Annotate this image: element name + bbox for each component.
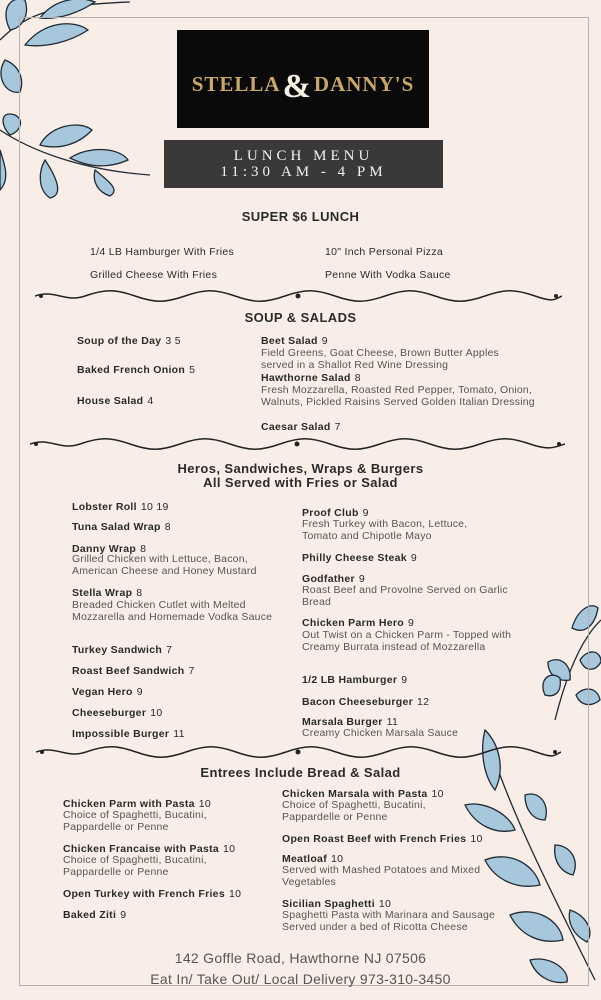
section-title-entrees: Entrees Include Bread & Salad xyxy=(200,765,401,780)
item-description: Served with Mashed Potatoes and Mixed Vegetables xyxy=(282,864,481,888)
menu-item: House Salad 4 xyxy=(77,395,154,407)
item-description: Field Greens, Goat Cheese, Brown Butter Apples served in a Shallot Red Wine Dressing xyxy=(261,347,499,371)
menu-item: Meatloaf 10 xyxy=(282,853,344,865)
menu-item: Vegan Hero 9 xyxy=(72,686,143,698)
item-description: Creamy Chicken Marsala Sauce xyxy=(302,727,459,739)
section-title-super: SUPER $6 LUNCH xyxy=(241,209,360,224)
menu-item: Philly Cheese Steak 9 xyxy=(302,552,418,564)
menu-item: Sicilian Spaghetti 10 xyxy=(282,898,392,910)
section-title-soup: SOUP & SALADS xyxy=(244,310,357,325)
menu-item: Cheeseburger 10 xyxy=(72,707,163,719)
logo-ampersand: & xyxy=(282,68,312,105)
divider-flourish xyxy=(36,745,561,759)
menu-item: Baked Ziti 9 xyxy=(63,909,127,921)
menu-item: 1/2 LB Hamburger 9 xyxy=(302,674,408,686)
item-description: Choice of Spaghetti, Bucatini, Pappardelle or Penne xyxy=(282,799,426,823)
menu-item: Chicken Parm Hero 9 xyxy=(302,617,415,629)
menu-item: Stella Wrap 8 xyxy=(72,587,143,599)
menu-item: Hawthorne Salad 8 xyxy=(261,372,361,384)
item-description: Spaghetti Pasta with Marinara and Sausage Served under a bed of Ricotta Cheese xyxy=(282,909,496,933)
menu-item: Chicken Marsala with Pasta 10 xyxy=(282,788,444,800)
footer-address: 142 Goffle Road, Hawthorne NJ 07506 xyxy=(174,950,427,966)
menu-item: Lobster Roll 10 19 xyxy=(72,501,169,513)
menu-item: Caesar Salad 7 xyxy=(261,421,341,433)
divider-flourish xyxy=(30,437,565,451)
menu-item: Danny Wrap 8 xyxy=(72,543,147,555)
item-description: Fresh Mozzarella, Roasted Red Pepper, Tomato, Onion, Walnuts, Pickled Raisins Served Golden Italian Dressing xyxy=(261,384,535,408)
logo-name-right: DANNY'S xyxy=(313,72,415,96)
item-description: Grilled Chicken with Lettuce, Bacon, American Cheese and Honey Mustard xyxy=(72,553,257,577)
item-description: Roast Beef and Provolne Served on Garlic Bread xyxy=(302,584,508,608)
super-item: Grilled Cheese With Fries xyxy=(90,269,218,281)
menu-item: Impossible Burger 11 xyxy=(72,728,185,740)
super-item: 10" Inch Personal Pizza xyxy=(325,246,444,258)
logo-name-left: STELLA xyxy=(191,72,281,96)
menu-item: Open Roast Beef with French Fries 10 xyxy=(282,833,483,845)
menu-item: Chicken Francaise with Pasta 10 xyxy=(63,843,236,855)
restaurant-logo xyxy=(177,30,429,128)
item-description: Choice of Spaghetti, Bucatini, Pappardelle or Penne xyxy=(63,809,207,833)
super-item: Penne With Vodka Sauce xyxy=(325,269,451,281)
menu-item: Beet Salad 9 xyxy=(261,335,328,347)
divider-flourish xyxy=(35,289,562,303)
menu-item: Open Turkey with French Fries 10 xyxy=(63,888,242,900)
menu-item: Chicken Parm with Pasta 10 xyxy=(63,798,212,810)
menu-item: Roast Beef Sandwich 7 xyxy=(72,665,195,677)
lunch-banner xyxy=(164,140,443,188)
section-subtitle-heros: All Served with Fries or Salad xyxy=(203,475,398,490)
menu-item: Bacon Cheeseburger 12 xyxy=(302,696,430,708)
menu-item: Proof Club 9 xyxy=(302,507,369,519)
item-description: Choice of Spaghetti, Bucatini, Pappardelle or Penne xyxy=(63,854,207,878)
menu-item: Marsala Burger 11 xyxy=(302,716,399,728)
super-item: 1/4 LB Hamburger With Fries xyxy=(90,246,235,258)
item-description: Out Twist on a Chicken Parm - Topped with Creamy Burrata instead of Mozzarella xyxy=(302,629,512,653)
banner-title: LUNCH MENU xyxy=(233,148,374,164)
menu-item: Godfather 9 xyxy=(302,573,366,585)
item-description: Fresh Turkey with Bacon, Lettuce, Tomato and Chipotle Mayo xyxy=(302,518,468,542)
footer-service: Eat In/ Take Out/ Local Delivery 973-310-3450 xyxy=(150,971,451,987)
menu-item: Soup of the Day 3 5 xyxy=(77,335,181,347)
menu-item: Tuna Salad Wrap 8 xyxy=(72,521,171,533)
menu-item: Turkey Sandwich 7 xyxy=(72,644,173,656)
section-title-heros: Heros, Sandwiches, Wraps & Burgers xyxy=(177,461,424,476)
item-description: Breaded Chicken Cutlet with Melted Mozzarella and Homemade Vodka Sauce xyxy=(72,599,273,623)
banner-hours: 11:30 AM - 4 PM xyxy=(220,164,387,180)
menu-item: Baked French Onion 5 xyxy=(77,364,196,376)
